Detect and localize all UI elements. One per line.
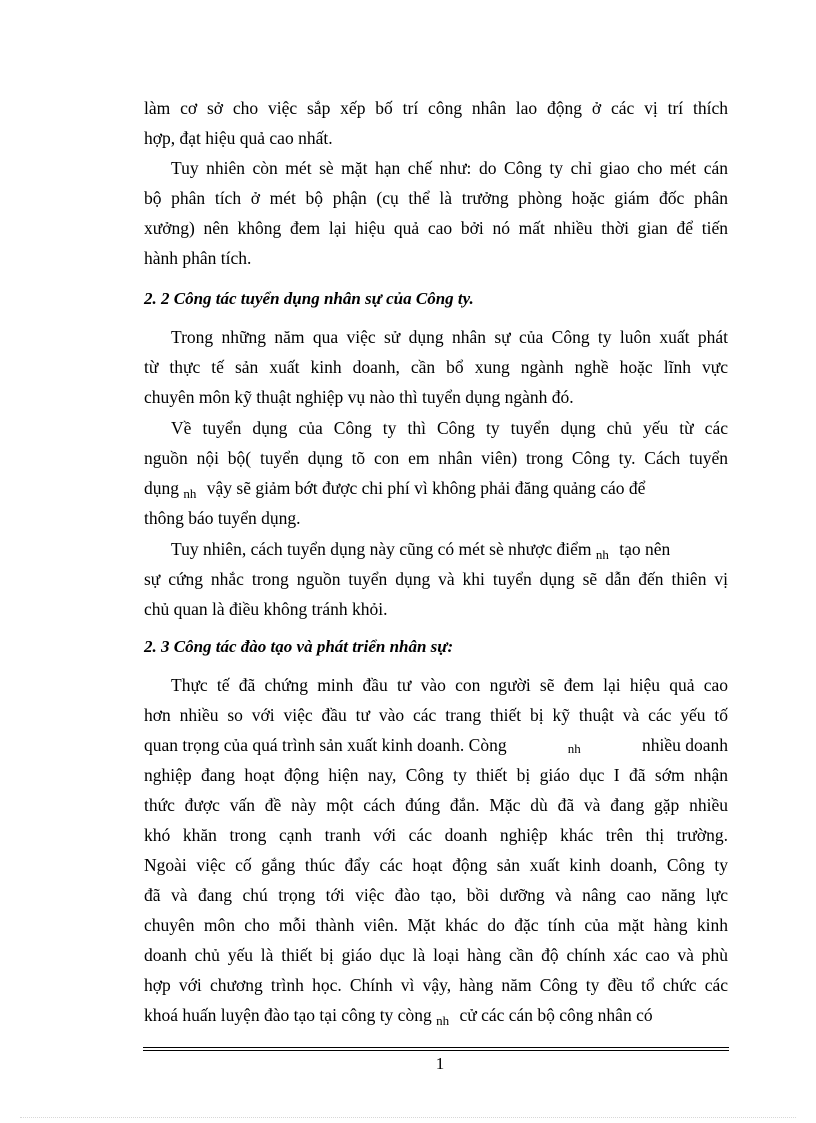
text-line: thông báo tuyển dụng.: [144, 508, 301, 528]
text-line: nguồn nội bộ( tuyển dụng tõ con em nhân viên) trong Công ty. Cách tuyển: [144, 448, 728, 468]
text-line: hành phân tích.: [144, 248, 252, 268]
text-line: hợp với chương trình học. Chính vì vậy, hàng năm Công ty đều tổ chức các: [144, 975, 728, 995]
text-line: [144, 730, 728, 760]
footer-rule-top: [143, 1047, 729, 1048]
text-line: chuyên môn cho mỗi thành viên. Mặt khác do đặc tính của mặt hàng kinh: [144, 915, 728, 935]
text-line: chủ quan là điều không tránh khỏi.: [144, 599, 388, 619]
section-heading-2-2: 2. 2 Công tác tuyển dụng nhân sự của Công ty.: [144, 289, 474, 308]
text-line: hơn nhiều so với việc đầu tư vào các trang thiết bị kỹ thuật và các yếu tố: [144, 705, 728, 725]
text-line: hợp, đạt hiệu quả cao nhất.: [144, 128, 333, 148]
text-line: Thực tế đã chứng minh đầu tư vào con người sẽ đem lại hiệu quả cao: [171, 675, 728, 695]
text-line: [171, 534, 728, 564]
nh-marker: nh: [595, 547, 609, 562]
text-line: sự cứng nhắc trong nguồn tuyển dụng và khi tuyển dụng sẽ dẫn đến thiên vị: [144, 569, 728, 589]
text-line: chuyên môn kỹ thuật nghiệp vụ nào thì tuyển dụng ngành đó.: [144, 387, 574, 407]
text-run: dụng: [144, 478, 179, 498]
text-run: khoá huấn luyện đào tạo tại công ty còng: [144, 1005, 432, 1025]
page-edge-guide: [20, 1117, 796, 1118]
nh-marker: nh: [183, 486, 197, 501]
text-line: đã và đang chú trọng tới việc đào tạo, bồi dưỡng và nâng cao năng lực: [144, 885, 728, 905]
nh-marker: nh: [436, 1013, 450, 1028]
text-line: từ thực tế sản xuất kinh doanh, cần bổ xung ngành nghề hoặc lĩnh vực: [144, 357, 728, 377]
text-run: vậy sẽ giảm bớt được chi phí vì không phải đăng quảng cáo để: [206, 478, 646, 498]
text-line: khó khăn trong cạnh tranh với các doanh nghiệp khác trên thị trường.: [144, 825, 728, 845]
page-number: 1: [435, 1054, 445, 1073]
text-line: Tuy nhiên còn mét sè mặt hạn chế như: do Công ty chỉ giao cho mét cán: [171, 158, 728, 178]
text-run: cử các cán bộ công nhân có: [459, 1005, 653, 1025]
text-line: [144, 1000, 728, 1030]
footer-rule-bottom: [143, 1050, 729, 1051]
text-line: thức được vấn đề này một cách đúng đắn. Mặc dù đã và đang gặp nhiều: [144, 795, 728, 815]
text-line: doanh chủ yếu là thiết bị giáo dục là loại hàng cần độ chính xác cao và phù: [144, 945, 728, 965]
text-run: Tuy nhiên, cách tuyển dụng này cũng có mét sè nhược điểm: [171, 539, 592, 559]
text-line: [144, 473, 728, 503]
text-line: Trong những năm qua việc sử dụng nhân sự của Công ty luôn xuất phát: [171, 327, 728, 347]
text-line: Về tuyển dụng của Công ty thì Công ty tuyển dụng chủ yếu từ các: [171, 418, 728, 438]
text-run: nhiều doanh: [641, 735, 728, 755]
text-line: Ngoài việc cố gắng thúc đẩy các hoạt động sản xuất kinh doanh, Công ty: [144, 855, 728, 875]
nh-marker: nh: [567, 741, 581, 756]
text-line: bộ phân tích ở mét bộ phận (cụ thể là trưởng phòng hoặc giám đốc phân: [144, 188, 728, 208]
text-run: tạo nên: [619, 539, 671, 559]
text-run: quan trọng của quá trình sản xuất kinh doanh. Còng: [144, 735, 507, 755]
text-line: làm cơ sở cho việc sắp xếp bố trí công nhân lao động ở các vị trí thích: [144, 98, 728, 118]
text-line: xưởng) nên không đem lại hiệu quả cao bởi nó mất nhiều thời gian để tiến: [144, 218, 728, 238]
text-line: nghiệp đang hoạt động hiện nay, Công ty thiết bị giáo dục I đã sớm nhận: [144, 765, 728, 785]
section-heading-2-3: 2. 3 Công tác đào tạo và phát triển nhân sự:: [144, 637, 454, 656]
